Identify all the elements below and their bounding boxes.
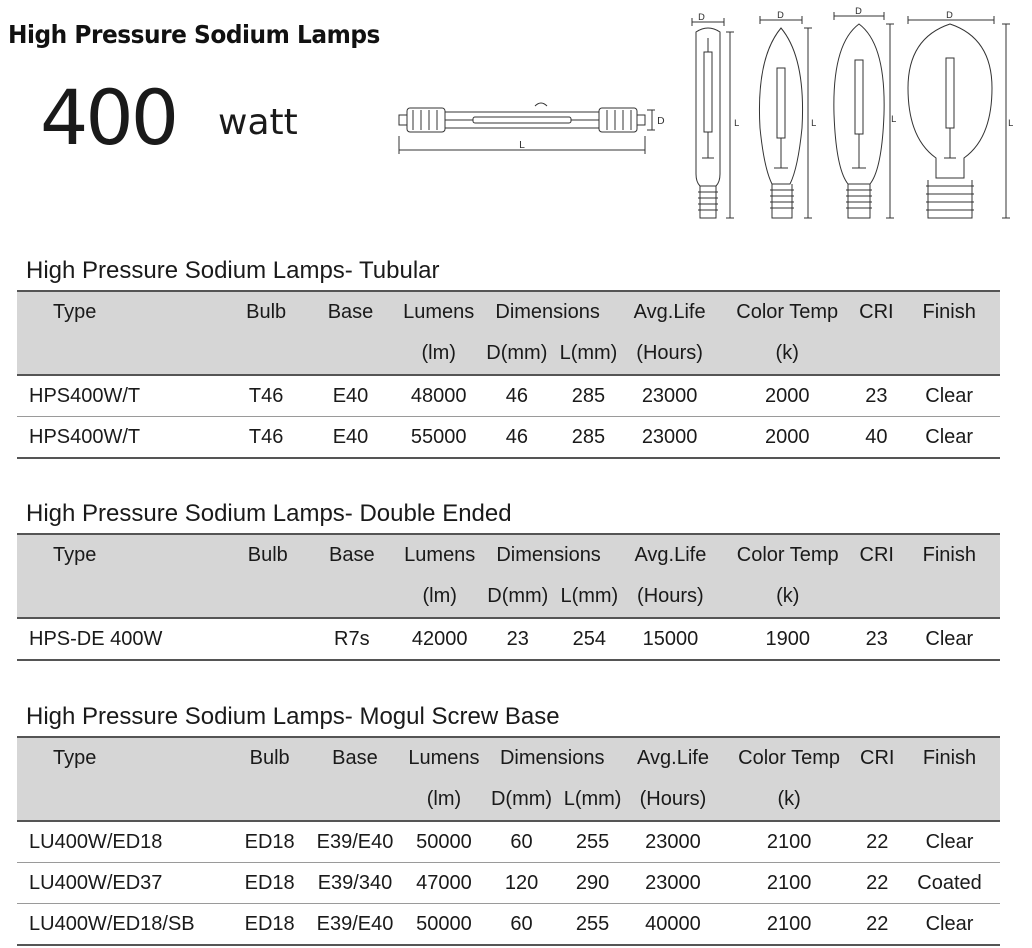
cell-d: 23 [477,618,559,660]
cell-base: E39/E40 [303,904,407,946]
cell-type: HPS400W/T [17,375,233,417]
cell-life: 23000 [623,863,722,904]
cell-life: 23000 [619,417,720,459]
cell-lumens: 50000 [407,821,481,863]
col-color-temp: Color Temp [736,544,839,566]
header-row [17,534,1000,576]
col-finish: Finish [922,747,977,769]
cell-l: 285 [558,375,620,417]
cell-type: HPS400W/T [17,417,233,459]
col-type: Type [53,301,97,323]
cell-color-temp: 1900 [721,618,855,660]
header-row [17,291,1000,333]
unit-lumens: (lm) [422,585,457,607]
col-finish: Finish [922,301,976,323]
ed37-lamp-drawing [902,8,1024,222]
cell-base: E40 [300,417,402,459]
col-bulb: Bulb [246,301,287,323]
cell-bulb: T46 [233,375,300,417]
cell-d: 46 [476,417,558,459]
col-color-temp: Color Temp [738,747,841,769]
ed18-lamp-drawing [746,8,820,222]
table-row [17,863,1000,904]
unit-l-mm: L(mm) [559,342,618,364]
dim-d-label: D [855,7,862,17]
cell-color-temp: 2100 [723,863,856,904]
cell-color-temp: 2100 [723,904,856,946]
col-avg-life: Avg.Life [637,747,709,769]
cell-cri: 22 [856,863,899,904]
unit-color-temp: (k) [777,788,801,810]
page-title: High Pressure Sodium Lamps [8,20,380,49]
cell-cri: 40 [854,417,898,459]
dim-l-label: L [734,119,740,129]
col-lumens: Lumens [408,747,480,769]
cell-color-temp: 2000 [720,375,854,417]
tubular-lamp-drawing [672,8,744,222]
col-color-temp: Color Temp [736,301,839,323]
unit-d-mm: D(mm) [487,585,549,607]
cell-l: 255 [562,904,623,946]
col-avg-life: Avg.Life [633,301,706,323]
cell-lumens: 47000 [407,863,481,904]
table-row [17,618,1000,660]
cell-type: HPS-DE 400W [17,618,234,660]
cell-base: E39/E40 [303,821,407,863]
cell-d: 60 [481,904,562,946]
col-lumens: Lumens [403,301,475,323]
col-bulb: Bulb [247,544,288,566]
col-type: Type [53,544,97,566]
cell-base: E39/340 [303,863,407,904]
col-dimensions: Dimensions [496,544,601,566]
dim-d-label: D [657,116,665,127]
dim-l-label: L [891,115,897,125]
cell-d: 46 [476,375,558,417]
cell-lumens: 48000 [401,375,476,417]
table-row [17,821,1000,863]
cell-l: 255 [562,821,623,863]
wattage-value: 400 [40,73,177,162]
unit-d-mm: D(mm) [486,342,548,364]
col-base: Base [329,544,375,566]
dim-l-label: L [519,140,525,151]
cell-d: 120 [481,863,562,904]
dim-l-label: L [811,119,817,129]
unit-lumens: (lm) [421,342,456,364]
cell-life: 23000 [623,821,722,863]
unit-l-mm: L(mm) [563,788,622,810]
cell-lumens: 42000 [402,618,477,660]
cell-type: LU400W/ED18/SB [17,904,236,946]
cell-color-temp: 2100 [723,821,856,863]
cell-l: 290 [562,863,623,904]
cell-life: 40000 [623,904,722,946]
table-row [17,904,1000,946]
unit-life: (Hours) [639,788,707,810]
cell-type: LU400W/ED37 [17,863,236,904]
cell-cri: 23 [854,375,898,417]
unit-color-temp: (k) [776,585,800,607]
unit-d-mm: D(mm) [490,788,553,810]
header-row [17,737,1000,779]
cell-finish: Clear [899,821,1000,863]
cell-cri: 22 [856,904,899,946]
unit-color-temp: (k) [775,342,799,364]
cell-cri: 22 [856,821,899,863]
section-title-double-ended: High Pressure Sodium Lamps- Double Ended [26,500,512,527]
dim-d-label: D [777,11,784,21]
tubular-spec-table [17,290,1000,459]
cell-bulb: T46 [233,417,300,459]
table-row [17,375,1000,417]
cell-bulb: ED18 [236,821,303,863]
double-ended-spec-table [17,533,1000,661]
col-finish: Finish [922,544,976,566]
dim-l-label: L [1008,119,1014,129]
unit-row [17,779,1000,821]
col-dimensions: Dimensions [499,747,605,769]
cell-cri: 23 [855,618,899,660]
cell-base: R7s [301,618,402,660]
col-cri: CRI [859,544,894,566]
cell-bulb: ED18 [236,904,303,946]
dim-d-label: D [698,13,705,23]
col-bulb: Bulb [249,747,290,769]
cell-life: 15000 [620,618,721,660]
cell-lumens: 55000 [401,417,476,459]
unit-lumens: (lm) [426,788,462,810]
col-lumens: Lumens [404,544,476,566]
unit-row [17,576,1000,618]
cell-l: 285 [558,417,620,459]
table-row [17,417,1000,459]
col-base: Base [327,301,374,323]
cell-bulb [234,618,301,660]
unit-life: (Hours) [637,585,704,607]
cell-bulb: ED18 [236,863,303,904]
cell-color-temp: 2000 [720,417,854,459]
cell-l: 254 [559,618,621,660]
col-cri: CRI [860,747,895,769]
dim-d-label: D [946,11,953,21]
unit-l-mm: L(mm) [560,585,619,607]
unit-life: (Hours) [636,342,703,364]
double-ended-lamp-drawing [395,96,665,162]
clear-tubular-lamp-drawing [824,4,898,222]
cell-finish: Clear [898,375,1000,417]
wattage-unit: watt [218,102,298,143]
section-title-tubular: High Pressure Sodium Lamps- Tubular [26,257,440,284]
unit-row [17,333,1000,375]
col-dimensions: Dimensions [495,301,600,323]
cell-lumens: 50000 [407,904,481,946]
cell-finish: Clear [899,904,1000,946]
col-base: Base [332,747,378,769]
cell-finish: Coated [899,863,1000,904]
cell-type: LU400W/ED18 [17,821,236,863]
cell-finish: Clear [899,618,1000,660]
cell-base: E40 [300,375,402,417]
col-type: Type [53,747,97,769]
col-cri: CRI [859,301,894,323]
cell-finish: Clear [898,417,1000,459]
mogul-spec-table [17,736,1000,946]
col-avg-life: Avg.Life [634,544,707,566]
cell-life: 23000 [619,375,720,417]
cell-d: 60 [481,821,562,863]
section-title-mogul: High Pressure Sodium Lamps- Mogul Screw Base [26,703,560,730]
